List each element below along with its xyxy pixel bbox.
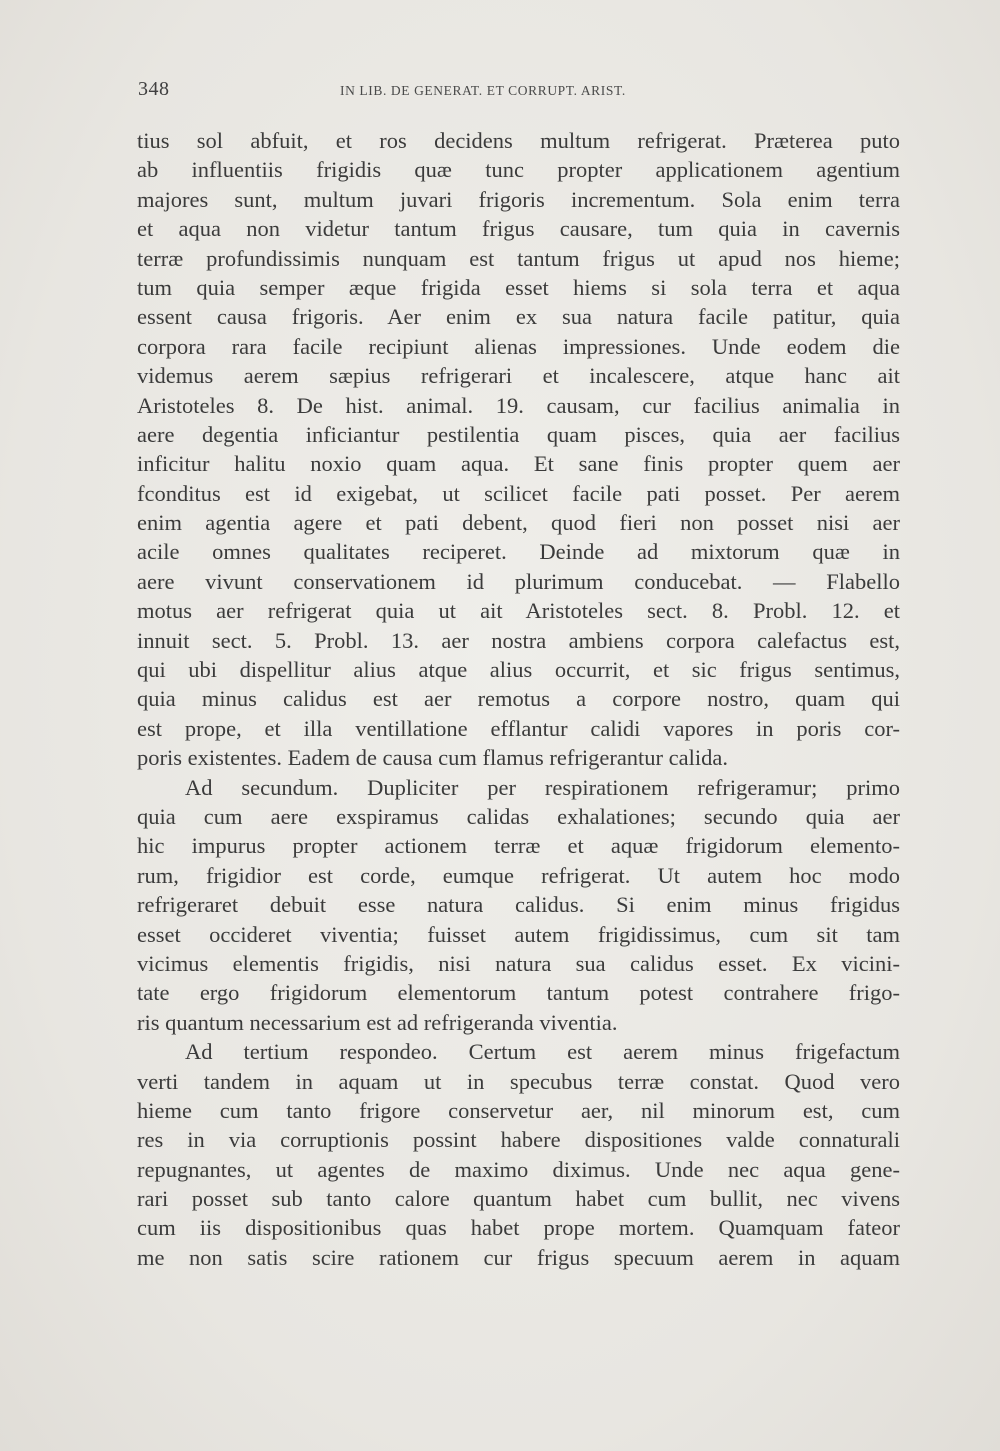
text-line: tum quia semper æque frigida esset hiems si sola terra et aqua xyxy=(137,274,900,300)
text-line: fconditus est id exigebat, ut scilicet facile pati posset. Per aerem xyxy=(137,480,900,506)
text-line: videmus aerem sæpius refrigerari et incalescere, atque hanc ait xyxy=(137,363,900,389)
page-number: 348 xyxy=(138,78,170,100)
text-line: acile omnes qualitates reciperet. Deinde ad mixtorum quæ in xyxy=(137,539,900,565)
text-line: verti tandem in aquam ut in specubus terræ constat. Quod vero xyxy=(137,1068,900,1094)
paragraph-start-line: Ad secundum. Dupliciter per respirationem refrigeramur; primo xyxy=(185,774,900,800)
text-line: qui ubi dispellitur alius atque alius occurrit, et sic frigus sentimus, xyxy=(137,657,900,683)
text-line: rari posset sub tanto calore quantum habet cum bullit, nec vivens xyxy=(137,1186,900,1212)
text-line: inficitur halitu noxio quam aqua. Et sane finis propter quem aer xyxy=(137,451,900,477)
text-line: est prope, et illa ventillatione efflantur calidi vapores in poris cor- xyxy=(137,715,900,741)
text-line: poris existentes. Eadem de causa cum flamus refrigerantur calida. xyxy=(137,745,729,771)
text-line: essent causa frigoris. Aer enim ex sua natura facile patitur, quia xyxy=(137,304,900,330)
text-line: majores sunt, multum juvari frigoris incrementum. Sola enim terra xyxy=(137,186,900,212)
text-line: esset occideret viventia; fuisset autem frigidissimus, cum sit tam xyxy=(137,921,900,947)
running-head: IN LIB. DE GENERAT. ET CORRUPT. ARIST. xyxy=(340,83,626,98)
text-line: res in via corruptionis possint habere dispositiones valde connaturali xyxy=(137,1127,900,1153)
text-line: et aqua non videtur tantum frigus causare, tum quia in cavernis xyxy=(137,216,900,242)
text-line: ab influentiis frigidis quæ tunc propter applicationem agentium xyxy=(137,157,900,183)
paragraph-start-line: Ad tertium respondeo. Certum est aerem minus frigefactum xyxy=(185,1039,900,1065)
text-line: Aristoteles 8. De hist. animal. 19. causam, cur facilius animalia in xyxy=(137,392,900,418)
text-line: ris quantum necessarium est ad refrigeranda viventia. xyxy=(137,1009,618,1035)
text-line: hieme cum tanto frigore conservetur aer, nil minorum est, cum xyxy=(137,1097,900,1123)
text-line: corpora rara facile recipiunt alienas impressiones. Unde eodem die xyxy=(137,333,900,359)
text-line: vicimus elementis frigidis, nisi natura sua calidus esset. Ex vicini- xyxy=(137,950,900,976)
text-line: rum, frigidior est corde, eumque refrigerat. Ut autem hoc modo xyxy=(137,862,900,888)
text-line: innuit sect. 5. Probl. 13. aer nostra ambiens corpora calefactus est, xyxy=(137,627,900,653)
text-line: aere vivunt conservationem id plurimum conducebat. — Flabello xyxy=(137,568,900,594)
text-line: tius sol abfuit, et ros decidens multum refrigerat. Præterea puto xyxy=(137,128,900,153)
text-line: aere degentia inficiantur pestilentia quam pisces, quia aer facilius xyxy=(137,421,900,447)
text-line: tate ergo frigidorum elementorum tantum potest contrahere frigo- xyxy=(137,980,900,1006)
text-line: me non satis scire rationem cur frigus specuum aerem in aquam xyxy=(137,1244,900,1270)
text-line: quia minus calidus est aer remotus a corpore nostro, quam qui xyxy=(137,686,900,712)
page-header xyxy=(138,78,900,104)
text-line: motus aer refrigerat quia ut ait Aristoteles sect. 8. Probl. 12. et xyxy=(137,598,900,624)
text-line: refrigeraret debuit esse natura calidus. Si enim minus frigidus xyxy=(137,892,900,918)
text-line: cum iis dispositionibus quas habet prope mortem. Quamquam fateor xyxy=(137,1215,900,1241)
text-line: terræ profundissimis nunquam est tantum frigus ut apud nos hieme; xyxy=(137,245,900,271)
text-line: enim agentia agere et pati debent, quod fieri non posset nisi aer xyxy=(137,510,900,536)
text-line: quia cum aere exspiramus calidas exhalationes; secundo quia aer xyxy=(137,803,900,829)
text-line: hic impurus propter actionem terræ et aquæ frigidorum elemento- xyxy=(137,833,900,859)
text-line: repugnantes, ut agentes de maximo diximus. Unde nec aqua gene- xyxy=(137,1156,900,1182)
body-text xyxy=(137,126,900,1272)
